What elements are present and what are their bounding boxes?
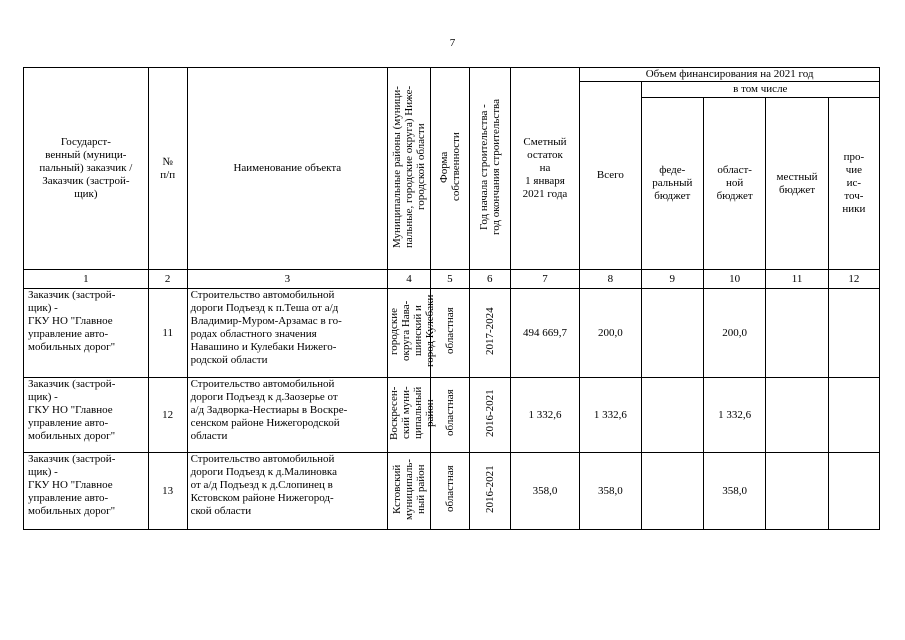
- district-cell: городские округа Нава- шинский и город Кулебаки: [388, 289, 431, 378]
- federal-cell: [641, 378, 703, 453]
- object-name: Строительство автомобильной дороги Подъезд к п.Теша от а/д Владимир-Муром-Арзамас в го- родах областного значения Навашино и Кулебаки Нижего- родской области: [187, 289, 387, 378]
- header-customer: Государст- венный (муници- пальный) заказчик / Заказчик (застрой- щик): [24, 68, 149, 270]
- regional-cell: 200,0: [703, 289, 765, 378]
- district-cell: Воскресен- ский муни- ципальный район: [388, 378, 431, 453]
- header-other: про- чие ис- точ- ники: [828, 98, 879, 270]
- local-cell: [766, 453, 828, 530]
- customer-cell: Заказчик (застрой- щик) - ГКУ НО "Главное управление авто- мобильных дорог": [24, 453, 149, 530]
- column-number: 9: [641, 270, 703, 289]
- row-number: 12: [148, 378, 187, 453]
- column-number: 4: [388, 270, 431, 289]
- column-number: 12: [828, 270, 879, 289]
- column-number: 6: [469, 270, 510, 289]
- column-numbers-row: [24, 270, 880, 289]
- header-local: местный бюджет: [766, 98, 828, 270]
- ownership-cell: областная: [430, 453, 469, 530]
- years-cell: 2017-2024: [469, 289, 510, 378]
- row-number: 11: [148, 289, 187, 378]
- column-number: 5: [430, 270, 469, 289]
- years-cell: 2016-2021: [469, 378, 510, 453]
- table-row: [24, 378, 880, 453]
- header-districts: Муниципальные районы (муници- пальные, городские округа) Ниже- городской области: [388, 68, 431, 270]
- balance-cell: 1 332,6: [510, 378, 580, 453]
- page-number: 7: [449, 37, 456, 49]
- header-years: Год начала строительства - год окончания строительства: [469, 68, 510, 270]
- total-cell: 200,0: [580, 289, 641, 378]
- customer-cell: Заказчик (застрой- щик) - ГКУ НО "Главное управление авто- мобильных дорог": [24, 289, 149, 378]
- federal-cell: [641, 289, 703, 378]
- table-row: [24, 453, 880, 530]
- federal-cell: [641, 453, 703, 530]
- years-cell: 2016-2021: [469, 453, 510, 530]
- other-cell: [828, 378, 879, 453]
- column-number: 7: [510, 270, 580, 289]
- column-number: 2: [148, 270, 187, 289]
- regional-cell: 358,0: [703, 453, 765, 530]
- header-ownership: Форма собственности: [430, 68, 469, 270]
- column-number: 3: [187, 270, 387, 289]
- balance-cell: 494 669,7: [510, 289, 580, 378]
- header-funding: Объем финансирования на 2021 год: [580, 68, 880, 82]
- header-including: в том числе: [641, 82, 879, 98]
- row-number: 13: [148, 453, 187, 530]
- ownership-cell: областная: [430, 378, 469, 453]
- local-cell: [766, 378, 828, 453]
- total-cell: 1 332,6: [580, 378, 641, 453]
- balance-cell: 358,0: [510, 453, 580, 530]
- object-name: Строительство автомобильной дороги Подъезд к д.Малиновка от а/д Подъезд к д.Слопинец в Кстовском районе Нижегород- ской области: [187, 453, 387, 530]
- total-cell: 358,0: [580, 453, 641, 530]
- column-number: 10: [703, 270, 765, 289]
- other-cell: [828, 453, 879, 530]
- header-total: Всего: [580, 82, 641, 270]
- header-object: Наименование объекта: [187, 68, 387, 270]
- column-number: 8: [580, 270, 641, 289]
- header-num: № п/п: [148, 68, 187, 270]
- customer-cell: Заказчик (застрой- щик) - ГКУ НО "Главное управление авто- мобильных дорог": [24, 378, 149, 453]
- header-regional: област- ной бюджет: [703, 98, 765, 270]
- other-cell: [828, 289, 879, 378]
- table-row: [24, 289, 880, 378]
- column-number: 1: [24, 270, 149, 289]
- column-number: 11: [766, 270, 828, 289]
- district-cell: Кстовский муниципаль- ный район: [388, 453, 431, 530]
- object-name: Строительство автомобильной дороги Подъезд к д.Заозерье от а/д Задворка-Нестиары в Воскре- сенском районе Нижегородской области: [187, 378, 387, 453]
- local-cell: [766, 289, 828, 378]
- financing-table: [23, 67, 880, 530]
- ownership-cell: областная: [430, 289, 469, 378]
- header-federal: феде- ральный бюджет: [641, 98, 703, 270]
- regional-cell: 1 332,6: [703, 378, 765, 453]
- header-balance: Сметный остаток на 1 января 2021 года: [510, 68, 580, 270]
